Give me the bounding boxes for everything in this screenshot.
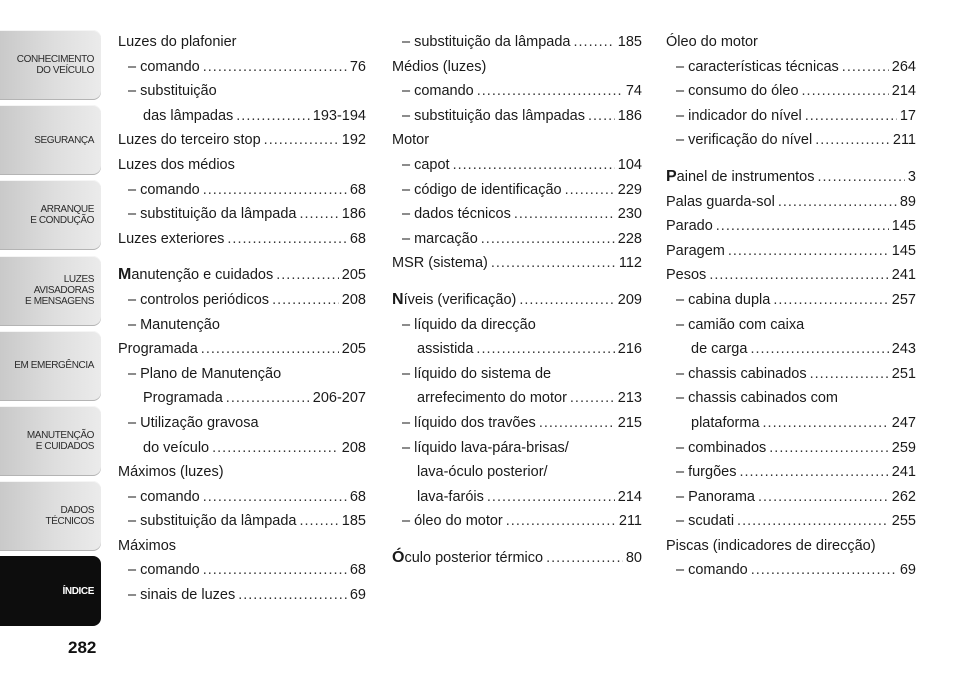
index-entry bbox=[392, 104, 642, 129]
dot-leader bbox=[728, 239, 889, 264]
index-entry-text: – marcação bbox=[402, 230, 478, 247]
dot-leader bbox=[477, 79, 623, 104]
index-entry-page: 193-194 bbox=[312, 107, 366, 124]
index-entry-text: Parado bbox=[666, 218, 713, 235]
dot-leader bbox=[709, 263, 888, 288]
index-entry bbox=[118, 337, 366, 362]
index-entry-page: 208 bbox=[341, 439, 366, 456]
index-entry-text: arrefecimento do motor bbox=[417, 390, 567, 407]
index-entry-text: Médios (luzes) bbox=[392, 58, 487, 75]
index-entry bbox=[118, 30, 366, 55]
index-entry-text: – código de identificação bbox=[402, 181, 562, 198]
index-entry-page: 214 bbox=[891, 83, 916, 100]
chapter-tab[interactable]: DADOS TÉCNICOS bbox=[0, 481, 101, 551]
index-entry-page: 262 bbox=[891, 488, 916, 505]
index-entry-text: – substituição da lâmpada bbox=[402, 34, 571, 50]
index-entry-page: 17 bbox=[899, 107, 916, 124]
index-entry-page: 69 bbox=[899, 562, 916, 579]
index-entry-text: – furgões bbox=[676, 464, 737, 481]
dot-leader bbox=[203, 485, 347, 510]
dot-leader bbox=[226, 386, 310, 411]
index-entry bbox=[666, 263, 916, 288]
index-entry bbox=[392, 153, 642, 178]
index-entry-text: de carga bbox=[691, 341, 748, 358]
index-entry-page: 112 bbox=[618, 255, 642, 272]
index-entry bbox=[118, 178, 366, 203]
index-entry bbox=[392, 411, 642, 436]
dot-leader bbox=[203, 178, 347, 203]
index-entry-text: – líquido lava-pára-brisas/ bbox=[402, 439, 569, 456]
index-entry-page: 185 bbox=[341, 513, 366, 530]
index-entry bbox=[666, 190, 916, 215]
index-entry-text: MSR (sistema) bbox=[392, 255, 488, 272]
index-entry-page: 186 bbox=[617, 107, 642, 124]
index-entry bbox=[392, 178, 642, 203]
index-entry-page: 68 bbox=[349, 181, 366, 198]
index-entry bbox=[392, 386, 642, 411]
index-entry-text: Paragem bbox=[666, 242, 725, 259]
index-entry-text: Máximos (luzes) bbox=[118, 464, 224, 481]
index-entry-page: 241 bbox=[891, 464, 916, 481]
dot-leader bbox=[276, 263, 339, 288]
index-entry bbox=[118, 558, 366, 583]
index-entry bbox=[118, 128, 366, 153]
index-entry-text: – comando bbox=[676, 562, 748, 579]
index-entry bbox=[118, 362, 366, 387]
index-entry bbox=[666, 485, 916, 510]
index-entry bbox=[666, 337, 916, 362]
index-entry-text: – Panorama bbox=[676, 488, 755, 505]
index-entry-text: do veículo bbox=[143, 439, 210, 456]
index-entry-text: das lâmpadas bbox=[143, 107, 234, 124]
dot-leader bbox=[506, 509, 616, 534]
index-entry-page: 206-207 bbox=[312, 390, 366, 407]
index-entry bbox=[666, 534, 916, 559]
index-entry-text: – scudati bbox=[676, 513, 735, 530]
index-spacer bbox=[666, 153, 916, 165]
index-entry-text: – comando bbox=[128, 488, 200, 505]
index-entry-page: 104 bbox=[617, 156, 642, 173]
index-entry-text: – cabina dupla bbox=[676, 291, 771, 308]
index-entry-page: 68 bbox=[349, 230, 366, 247]
dot-leader bbox=[763, 411, 889, 436]
index-entry-text: lava-faróis bbox=[417, 488, 484, 505]
index-entry-text: – combinados bbox=[676, 439, 767, 456]
index-entry-page: 264 bbox=[891, 58, 916, 75]
index-entry-page: 247 bbox=[891, 414, 916, 431]
index-entry bbox=[392, 362, 642, 387]
index-entry-page: 211 bbox=[892, 132, 916, 149]
index-entry-page: 68 bbox=[349, 488, 366, 505]
index-entry-page: 255 bbox=[891, 513, 916, 530]
index-entry bbox=[666, 55, 916, 80]
index-entry bbox=[118, 436, 366, 461]
dot-leader bbox=[299, 509, 338, 534]
chapter-tab[interactable]: MANUTENÇÃO E CUIDADOS bbox=[0, 406, 101, 476]
index-entry-text: lava-óculo posterior/ bbox=[417, 464, 548, 481]
index-entry bbox=[666, 79, 916, 104]
index-entry-text: – substituição das lâmpadas bbox=[402, 107, 585, 124]
index-spacer bbox=[118, 251, 366, 263]
index-entry-page: 3 bbox=[907, 168, 916, 185]
index-entry-text: – chassis cabinados com bbox=[676, 390, 838, 407]
index-entry bbox=[666, 104, 916, 129]
index-entry-text: – consumo do óleo bbox=[676, 83, 799, 100]
index-entry bbox=[118, 104, 366, 129]
index-entry-text: Painel de instrumentos bbox=[666, 167, 815, 185]
index-column-2 bbox=[392, 30, 642, 570]
index-entry-text: – sinais de luzes bbox=[128, 587, 236, 604]
index-entry bbox=[666, 288, 916, 313]
dot-leader bbox=[481, 227, 615, 252]
index-entry-text: – comando bbox=[128, 562, 200, 579]
index-column-1 bbox=[118, 30, 366, 608]
dot-leader bbox=[805, 104, 897, 129]
index-entry-text: – características técnicas bbox=[676, 58, 839, 75]
dot-leader bbox=[750, 337, 888, 362]
index-entry-text: assistida bbox=[417, 341, 474, 358]
dot-leader bbox=[299, 202, 338, 227]
index-spacer bbox=[392, 276, 642, 288]
index-entry-page: 230 bbox=[617, 206, 642, 223]
index-entry bbox=[118, 263, 366, 288]
index-entry-page: 243 bbox=[891, 341, 916, 358]
index-entry bbox=[666, 313, 916, 338]
index-entry-page: 192 bbox=[341, 132, 366, 149]
index-entry bbox=[392, 509, 642, 534]
dot-leader bbox=[519, 288, 614, 313]
index-entry-text: – comando bbox=[128, 181, 200, 198]
index-entry bbox=[392, 79, 642, 104]
dot-leader bbox=[751, 558, 897, 583]
index-entry bbox=[118, 153, 366, 178]
index-entry-page: 80 bbox=[625, 549, 642, 566]
index-entry-page: 205 bbox=[341, 341, 366, 358]
index-entry bbox=[392, 313, 642, 338]
index-entry-page: 145 bbox=[891, 242, 916, 259]
chapter-tab[interactable]: ÍNDICE bbox=[0, 556, 101, 626]
index-entry-text: Óculo posterior térmico bbox=[392, 548, 544, 566]
index-entry-text: – camião com caixa bbox=[676, 316, 805, 333]
dot-leader bbox=[514, 202, 615, 227]
index-entry-page: 216 bbox=[617, 341, 642, 358]
index-entry-page: 208 bbox=[341, 291, 366, 308]
dot-leader bbox=[773, 288, 888, 313]
index-entry-text: Luzes dos médios bbox=[118, 156, 235, 173]
dot-leader bbox=[769, 436, 889, 461]
index-entry bbox=[392, 202, 642, 227]
dot-leader bbox=[227, 227, 346, 252]
index-entry bbox=[118, 288, 366, 313]
index-entry bbox=[392, 55, 642, 80]
index-entry-page: 186 bbox=[341, 206, 366, 223]
index-spacer bbox=[392, 534, 642, 546]
dot-leader bbox=[573, 30, 614, 55]
chapter-tab[interactable]: EM EMERGÊNCIA bbox=[0, 331, 101, 401]
index-entry bbox=[118, 227, 366, 252]
dot-leader bbox=[570, 386, 615, 411]
dot-leader bbox=[203, 55, 347, 80]
index-entry-text: Óleo do motor bbox=[666, 34, 758, 50]
index-entry bbox=[392, 227, 642, 252]
index-entry-text: – verificação do nível bbox=[676, 132, 813, 149]
index-entry-page: 74 bbox=[625, 83, 642, 100]
dot-leader bbox=[487, 485, 615, 510]
index-entry-text: – substituição da lâmpada bbox=[128, 513, 297, 530]
index-entry bbox=[118, 509, 366, 534]
index-entry bbox=[666, 386, 916, 411]
index-entry bbox=[392, 485, 642, 510]
index-entry-page: 214 bbox=[617, 488, 642, 505]
index-entry bbox=[666, 30, 916, 55]
index-entry bbox=[118, 583, 366, 608]
dot-leader bbox=[565, 178, 615, 203]
index-entry-page: 241 bbox=[891, 267, 916, 284]
index-entry-text: Máximos bbox=[118, 537, 177, 554]
index-entry-text: – controlos periódicos bbox=[128, 291, 270, 308]
index-entry-text: – indicador do nível bbox=[676, 107, 802, 124]
dot-leader bbox=[203, 558, 347, 583]
index-column-3 bbox=[666, 30, 916, 583]
index-entry-text: Motor bbox=[392, 132, 430, 149]
chapter-tab[interactable]: CONHECIMENTO DO VEÍCULO bbox=[0, 30, 101, 100]
index-entry bbox=[392, 460, 642, 485]
dot-leader bbox=[453, 153, 615, 178]
index-entry bbox=[118, 79, 366, 104]
dot-leader bbox=[546, 546, 623, 571]
page-number: 282 bbox=[68, 638, 97, 657]
index-entry-text: – substituição da lâmpada bbox=[128, 206, 297, 223]
index-entry bbox=[118, 460, 366, 485]
dot-leader bbox=[476, 337, 614, 362]
index-entry-page: 215 bbox=[617, 414, 642, 431]
index-entry-text: Manutenção e cuidados bbox=[118, 266, 274, 284]
index-entry bbox=[666, 128, 916, 153]
index-entry-text: Pesos bbox=[666, 267, 707, 284]
dot-leader bbox=[588, 104, 615, 129]
index-entry bbox=[666, 165, 916, 190]
index-entry-text: plataforma bbox=[691, 414, 760, 431]
chapter-tab[interactable]: SEGURANÇA bbox=[0, 105, 101, 175]
index-entry-text: Níveis (verificação) bbox=[392, 290, 517, 308]
index-entry-text: – Utilização gravosa bbox=[128, 414, 259, 431]
index-entry-page: 185 bbox=[617, 34, 642, 50]
index-entry-text: – líquido dos travões bbox=[402, 414, 536, 431]
index-entry-text: – capot bbox=[402, 156, 450, 173]
index-entry bbox=[392, 546, 642, 571]
dot-leader bbox=[272, 288, 339, 313]
index-entry bbox=[392, 337, 642, 362]
index-entry-page: 205 bbox=[341, 267, 366, 284]
index-entry-page: 228 bbox=[617, 230, 642, 247]
dot-leader bbox=[758, 485, 889, 510]
index-entry-text: – comando bbox=[402, 83, 474, 100]
dot-leader bbox=[739, 460, 888, 485]
index-entry bbox=[666, 362, 916, 387]
index-entry-text: Luzes do terceiro stop bbox=[118, 132, 261, 149]
index-entry-text: Palas guarda-sol bbox=[666, 193, 775, 210]
index-entry-page: 251 bbox=[891, 365, 916, 382]
index-entry-text: Luzes do plafonier bbox=[118, 34, 237, 50]
index-entry-page: 145 bbox=[891, 218, 916, 235]
index-entry-text: – dados técnicos bbox=[402, 206, 511, 223]
index-entry-text: Luzes exteriores bbox=[118, 230, 225, 247]
dot-leader bbox=[778, 190, 897, 215]
dot-leader bbox=[737, 509, 889, 534]
dot-leader bbox=[201, 337, 339, 362]
index-entry bbox=[666, 460, 916, 485]
dot-leader bbox=[491, 251, 616, 276]
index-entry bbox=[118, 55, 366, 80]
dot-leader bbox=[818, 165, 905, 190]
index-entry bbox=[666, 436, 916, 461]
dot-leader bbox=[212, 436, 339, 461]
dot-leader bbox=[238, 583, 347, 608]
dot-leader bbox=[716, 214, 889, 239]
index-entry-text: – chassis cabinados bbox=[676, 365, 807, 382]
index-entry bbox=[392, 30, 642, 55]
index-entry-page: 257 bbox=[891, 291, 916, 308]
index-entry-text: – líquido do sistema de bbox=[402, 365, 552, 382]
index-entry-page: 211 bbox=[618, 513, 642, 530]
dot-leader bbox=[815, 128, 890, 153]
index-entry-text: Programada bbox=[118, 341, 198, 358]
dot-leader bbox=[539, 411, 615, 436]
index-entry bbox=[118, 386, 366, 411]
index-entry-text: – comando bbox=[128, 58, 200, 75]
dot-leader bbox=[264, 128, 339, 153]
index-entry-page: 89 bbox=[899, 193, 916, 210]
index-entry bbox=[666, 239, 916, 264]
index-entry bbox=[392, 128, 642, 153]
index-entry bbox=[118, 313, 366, 338]
index-entry bbox=[118, 485, 366, 510]
index-entry-page: 229 bbox=[617, 181, 642, 198]
index-entry-text: – líquido da direcção bbox=[402, 316, 536, 333]
dot-leader bbox=[236, 104, 310, 129]
index-entry-page: 259 bbox=[891, 439, 916, 456]
index-entry bbox=[666, 214, 916, 239]
index-entry-text: Programada bbox=[143, 390, 223, 407]
index-entry-page: 209 bbox=[617, 291, 642, 308]
index-entry bbox=[118, 202, 366, 227]
index-entry bbox=[392, 436, 642, 461]
dot-leader bbox=[842, 55, 889, 80]
index-entry-page: 213 bbox=[617, 390, 642, 407]
index-entry bbox=[118, 411, 366, 436]
index-entry bbox=[392, 288, 642, 313]
index-entry bbox=[118, 534, 366, 559]
dot-leader bbox=[802, 79, 889, 104]
chapter-tab[interactable]: LUZES AVISADORAS E MENSAGENS bbox=[0, 256, 101, 326]
index-entry-page: 69 bbox=[349, 587, 366, 604]
index-entry-text: – substituição bbox=[128, 83, 217, 100]
index-entry bbox=[666, 558, 916, 583]
index-entry-page: 68 bbox=[349, 562, 366, 579]
index-entry-text: Piscas (indicadores de direcção) bbox=[666, 537, 876, 554]
chapter-tab[interactable]: ARRANQUE E CONDUÇÃO bbox=[0, 180, 101, 250]
dot-leader bbox=[810, 362, 889, 387]
index-entry bbox=[666, 509, 916, 534]
index-entry-text: – Plano de Manutenção bbox=[128, 365, 282, 382]
index-entry-text: – Manutenção bbox=[128, 316, 220, 333]
index-entry bbox=[392, 251, 642, 276]
index-entry-page: 76 bbox=[349, 58, 366, 75]
index-entry-text: – óleo do motor bbox=[402, 513, 503, 530]
index-entry bbox=[666, 411, 916, 436]
